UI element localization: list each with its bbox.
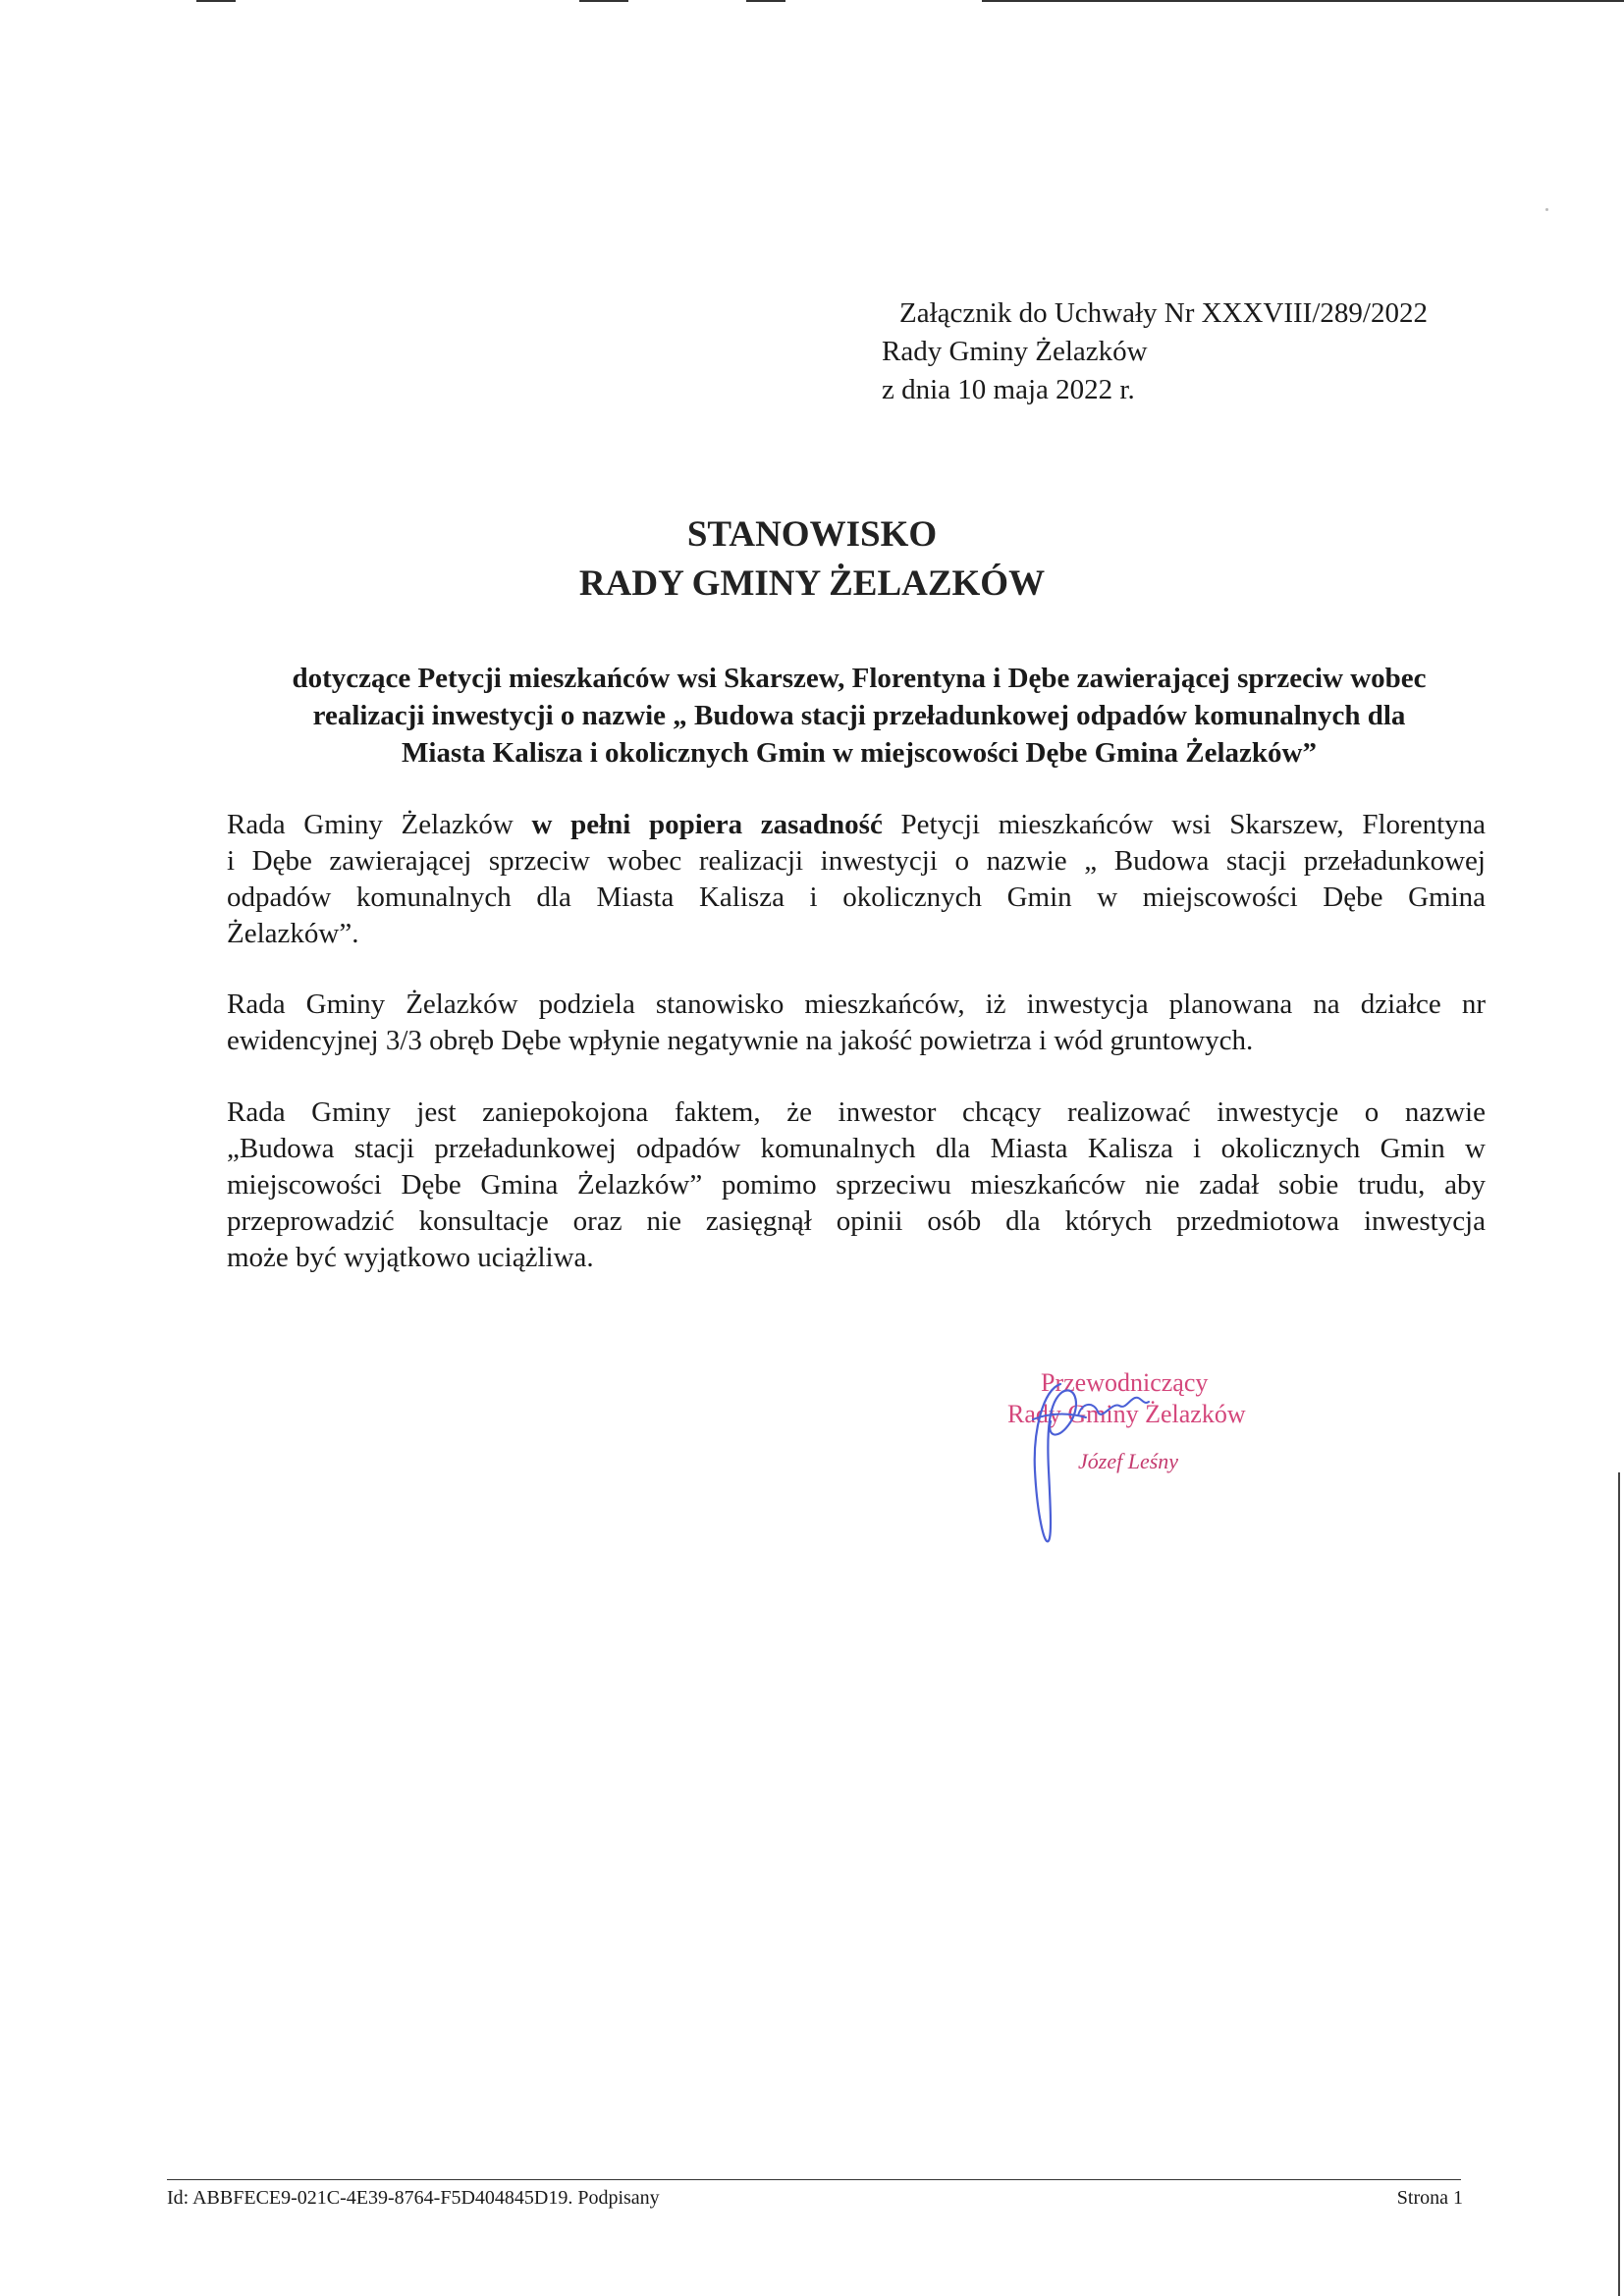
subject-line: Miasta Kalisza i okolicznych Gmin w miejscowości Dębe Gmina Żelazków”: [402, 737, 1317, 769]
paragraph-line: miejscowości Dębe Gmina Żelazków” pomimo sprzeciwu mieszkańców nie zadał sobie trudu, aby: [227, 1169, 1486, 1201]
paragraph-line: [227, 807, 1486, 843]
scan-edge-top: [0, 0, 1624, 3]
attachment-line: Rady Gminy Żelazków: [882, 336, 1148, 367]
paragraph-3: [227, 1095, 1486, 1276]
text-run: Rada Gminy Żelazków: [227, 809, 532, 840]
paragraph-line: „Budowa stacji przeładunkowej odpadów komunalnych dla Miasta Kalisza i okolicznych Gmin w: [227, 1133, 1486, 1164]
scan-speck: [1545, 208, 1548, 211]
text-run: Petycji mieszkańców wsi Skarszew, Florentyna: [882, 809, 1486, 840]
paragraph-1: [227, 807, 1486, 952]
scan-edge-right: [1618, 1472, 1620, 2296]
document-title: [0, 510, 1624, 609]
attachment-line: Załącznik do Uchwały Nr XXXVIII/289/2022: [899, 297, 1428, 329]
footer-rule: [167, 2179, 1461, 2180]
page-number: Strona 1: [1396, 2187, 1463, 2209]
stamp-title: Przewodniczący: [1041, 1368, 1209, 1397]
paragraph-line: przeprowadzić konsultacje oraz nie zasięgnął opinii osób dla których przedmiotowa inwestycja: [227, 1205, 1486, 1237]
paragraph-line: Rada Gminy jest zaniepokojona faktem, że inwestor chcący realizować inwestycje o nazwie: [227, 1096, 1486, 1128]
bold-phrase: w pełni popiera zasadność: [531, 809, 883, 840]
handwritten-signature: [1003, 1362, 1318, 1549]
paragraph-2: [227, 987, 1486, 1059]
subject-line: realizacji inwestycji o nazwie „ Budowa stacji przeładunkowej odpadów komunalnych dla: [312, 700, 1406, 731]
subject-line: dotyczące Petycji mieszkańców wsi Skarszew, Florentyna i Dębe zawierającej sprzeciw wobec: [292, 663, 1427, 694]
title-line: RADY GMINY ŻELAZKÓW: [578, 563, 1046, 604]
title-line: STANOWISKO: [686, 514, 938, 555]
attachment-header: [882, 294, 1428, 409]
paragraph-line: i Dębe zawierającej sprzeciw wobec realizacji inwestycji o nazwie „ Budowa stacji przeładunkowej: [227, 845, 1486, 877]
paragraph-line: może być wyjątkowo uciążliwa.: [227, 1242, 594, 1273]
paragraph-line: odpadów komunalnych dla Miasta Kalisza i okolicznych Gmin w miejscowości Dębe Gmina: [227, 881, 1486, 913]
document-subject: [226, 660, 1492, 772]
paragraph-line: Rada Gminy Żelazków podziela stanowisko mieszkańców, iż inwestycja planowana na działce nr: [227, 988, 1486, 1020]
stamp-council: Rady Gminy Żelazków: [1007, 1400, 1246, 1428]
official-stamp: [1003, 1362, 1318, 1549]
document-id: Id: ABBFECE9-021C-4E39-8764-F5D404845D19. Podpisany: [167, 2187, 660, 2209]
paragraph-line: Żelazków”.: [227, 918, 359, 949]
paragraph-line: ewidencyjnej 3/3 obręb Dębe wpłynie negatywnie na jakość powietrza i wód gruntowych.: [227, 1025, 1254, 1056]
attachment-line: z dnia 10 maja 2022 r.: [882, 374, 1135, 405]
stamp-name: Józef Leśny: [1078, 1449, 1179, 1473]
